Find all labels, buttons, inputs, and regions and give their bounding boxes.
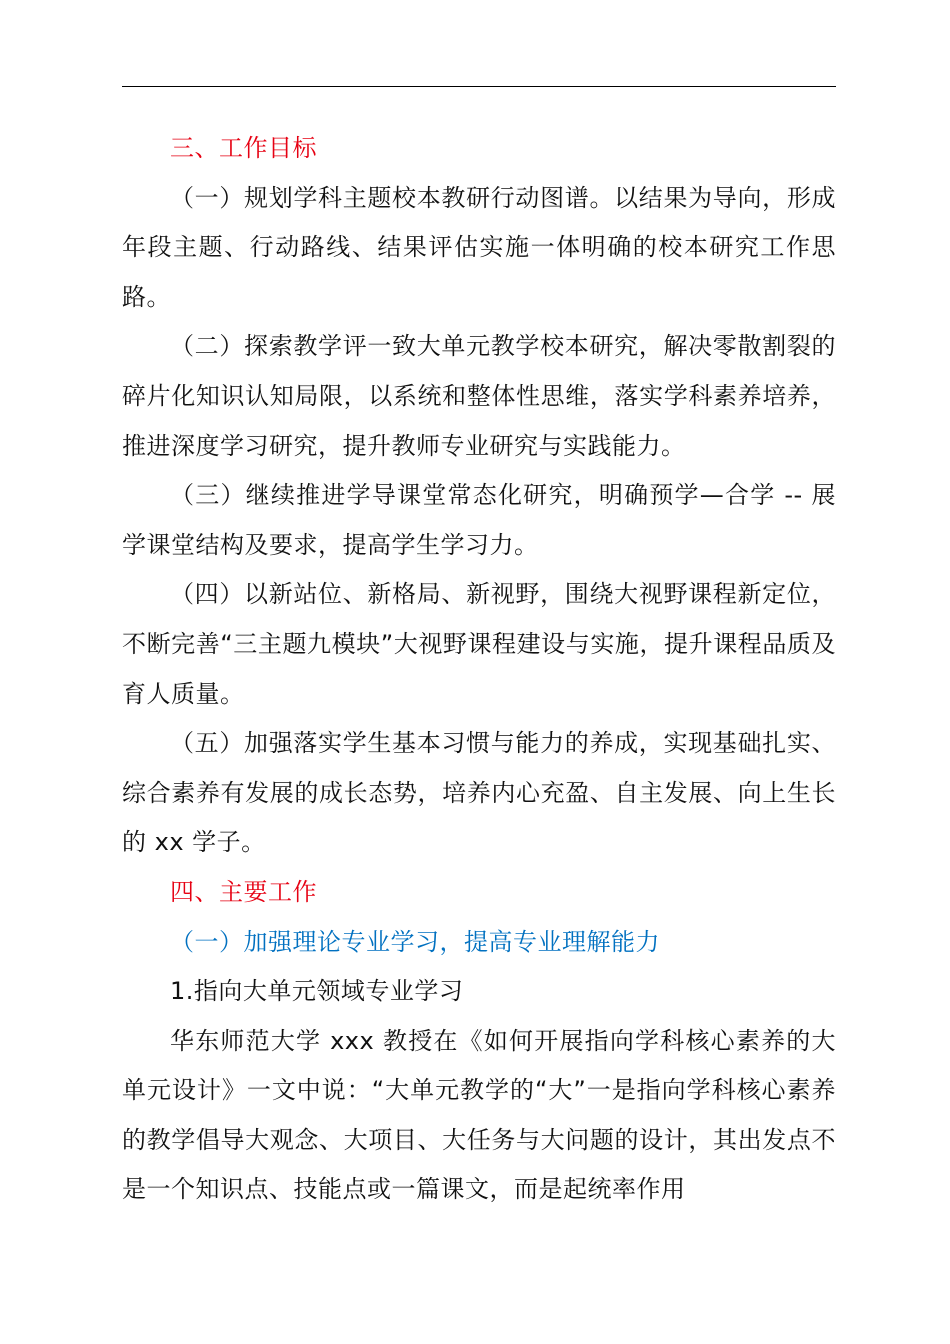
goal-paragraph-2: （二）探索教学评一致大单元教学校本研究，解决零散割裂的碎片化知识认知局限，以系统和整体性思维，落实学科素养培养，推进深度学习研究，提升教师专业研究与实践能力。 (122, 332, 836, 460)
section-heading-work-goals: 三、工作目标 (170, 134, 317, 162)
goal-paragraph-5: （五）加强落实学生基本习惯与能力的养成，实现基础扎实、综合素养有发展的成长态势，培养内心充盈、自主发展、向上生长的 xx 学子。 (122, 729, 836, 857)
section-heading-main-work: 四、主要工作 (170, 877, 317, 906)
body-paragraph: 华东师范大学 xxx 教授在《如何开展指向学科核心素养的大单元设计》一文中说：“大单元教学的“大”一是指向学科核心素养的教学倡导大观念、大项目、大任务与大问题的设计，其出发点不是一个知识点、技能点或一篇课文，而是起统率作用 (122, 1026, 836, 1204)
header-rule (122, 86, 836, 87)
goal-paragraph-1: （一）规划学科主题校本教研行动图谱。以结果为导向，形成年段主题、行动路线、结果评估实施一体明确的校本研究工作思路。 (122, 183, 836, 311)
goal-paragraph-4: （四）以新站位、新格局、新视野，围绕大视野课程新定位，不断完善“三主题九模块”大视野课程建设与实施，提升课程品质及育人质量。 (122, 580, 836, 708)
item-title: 1.指向大单元领域专业学习 (170, 977, 464, 1006)
subsection-heading: （一）加强理论专业学习，提高专业理解能力 (170, 927, 660, 956)
goal-paragraph-3: （三）继续推进学导课堂常态化研究，明确预学—合学 -- 展学课堂结构及要求，提高学生学习力。 (122, 481, 836, 559)
document-body (122, 124, 836, 1215)
